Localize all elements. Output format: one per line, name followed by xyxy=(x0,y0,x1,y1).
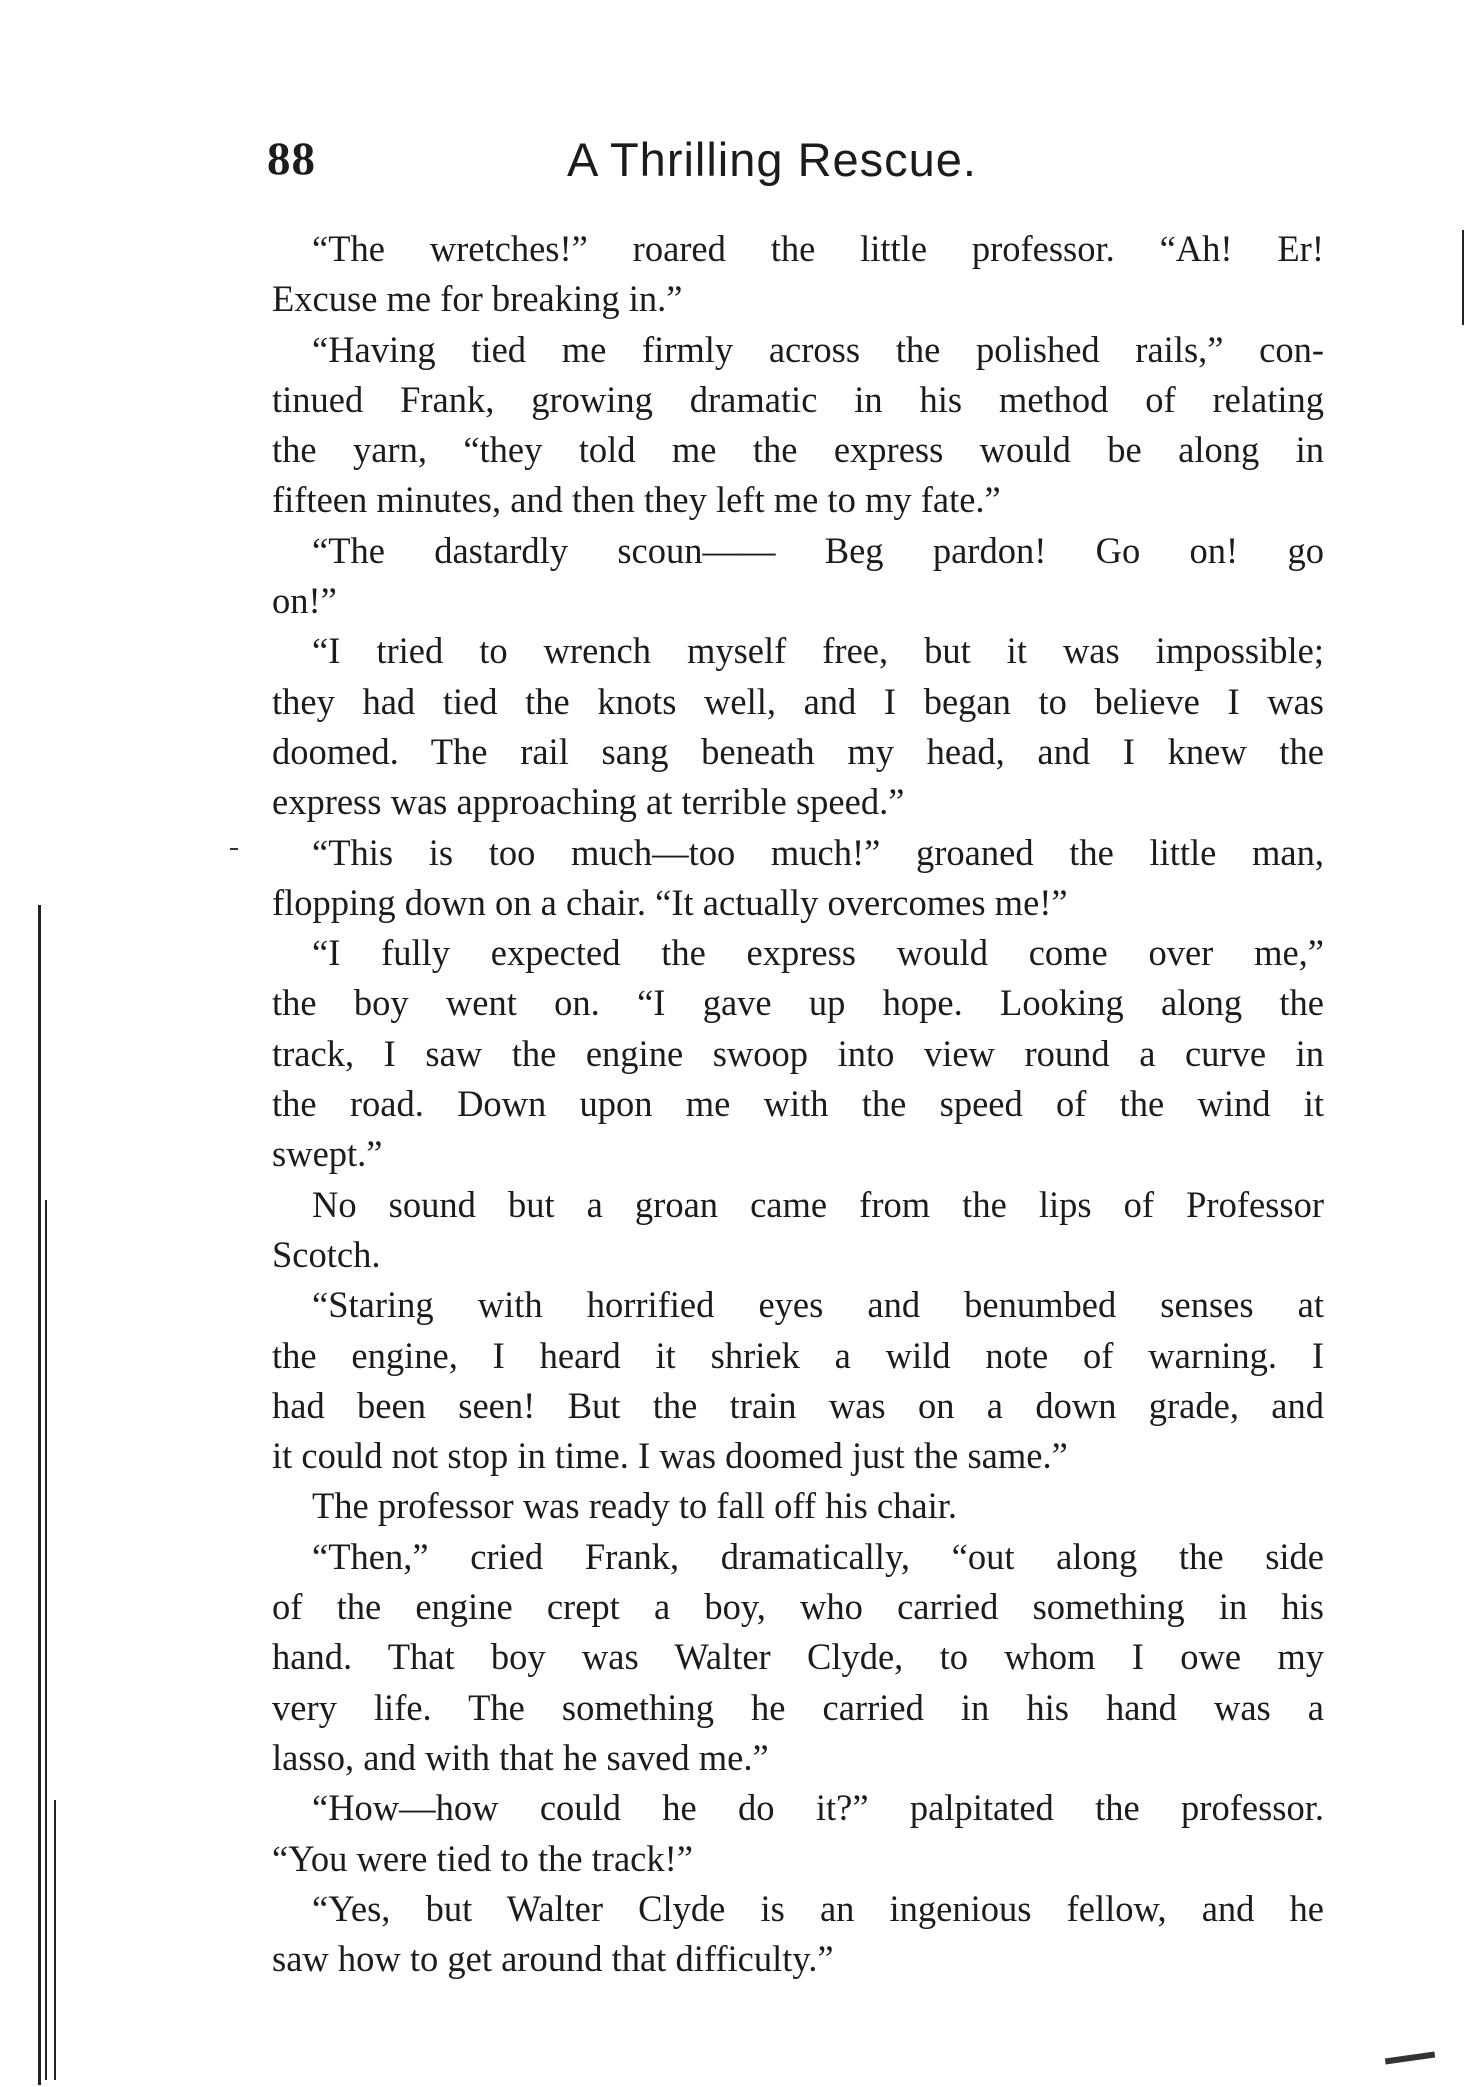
paragraph xyxy=(272,1280,1324,1481)
text-line: “The wretches!” roared the little professor. “Ah! Er! xyxy=(312,228,1324,269)
paragraph xyxy=(272,1481,1324,1531)
text-line: tinued Frank, growing dramatic in his method of relating xyxy=(272,378,1324,420)
scan-edge-line-left-3 xyxy=(54,1800,56,2080)
text-line: flopping down on a chair. “It actually overcomes me!” xyxy=(272,881,1068,923)
text-line: “Having tied me firmly across the polished rails,” con- xyxy=(312,328,1324,370)
paragraph xyxy=(272,828,1324,929)
paragraph xyxy=(272,325,1324,526)
paragraph xyxy=(272,1783,1324,1884)
text-line: it could not stop in time. I was doomed just the same.” xyxy=(272,1435,1068,1477)
text-line: Excuse me for breaking in.” xyxy=(272,278,683,320)
text-line: “Staring with horrified eyes and benumbed senses at xyxy=(312,1284,1324,1326)
text-line: “This is too much—too much!” groaned the little man, xyxy=(312,831,1324,873)
paragraph xyxy=(272,626,1324,827)
text-line: very life. The something he carried in his hand was a xyxy=(272,1686,1324,1728)
text-line: saw how to get around that difficulty.” xyxy=(272,1938,834,1980)
text-line: “Yes, but Walter Clyde is an ingenious fellow, and he xyxy=(312,1887,1324,1929)
text-line: the yarn, “they told me the express would be along in xyxy=(272,429,1324,471)
text-line: The professor was ready to fall off his chair. xyxy=(312,1485,957,1527)
paragraph xyxy=(272,1532,1324,1783)
text-line: on!” xyxy=(272,580,337,622)
text-line: Scotch. xyxy=(272,1233,381,1275)
text-line: swept.” xyxy=(272,1133,383,1175)
text-line: hand. That boy was Walter Clyde, to whom I owe my xyxy=(272,1636,1324,1678)
text-line: had been seen! But the train was on a down grade, and xyxy=(272,1384,1324,1426)
running-title: A Thrilling Rescue. xyxy=(567,133,977,186)
text-line: “The dastardly scoun—— Beg pardon! Go on! go xyxy=(312,529,1324,571)
paragraph xyxy=(272,224,1324,325)
paragraph xyxy=(272,526,1324,627)
text-line: No sound but a groan came from the lips of Professor xyxy=(312,1183,1324,1225)
text-line: express was approaching at terrible speed.” xyxy=(272,781,905,823)
text-line: “You were tied to the track!” xyxy=(272,1837,693,1879)
text-line: “Then,” cried Frank, dramatically, “out along the side xyxy=(312,1535,1324,1577)
text-line: fifteen minutes, and then they left me to my fate.” xyxy=(272,479,1001,521)
paragraph xyxy=(272,1884,1324,1985)
margin-mark xyxy=(230,848,238,850)
text-line: track, I saw the engine swoop into view round a curve in xyxy=(272,1032,1324,1074)
text-line: the boy went on. “I gave up hope. Looking along the xyxy=(272,982,1324,1024)
scan-edge-line-left xyxy=(38,905,41,2085)
paragraph xyxy=(272,928,1324,1179)
text-line: lasso, and with that he saved me.” xyxy=(272,1736,769,1778)
text-line: the engine, I heard it shriek a wild note of warning. I xyxy=(272,1334,1324,1376)
text-line: doomed. The rail sang beneath my head, and I knew the xyxy=(272,730,1324,772)
text-line: the road. Down upon me with the speed of the wind it xyxy=(272,1083,1324,1125)
text-line: they had tied the knots well, and I began to believe I was xyxy=(272,680,1324,722)
paragraph xyxy=(272,1180,1324,1281)
text-line: “I fully expected the express would come over me,” xyxy=(312,932,1324,974)
text-line: of the engine crept a boy, who carried something in his xyxy=(272,1586,1324,1628)
text-line: “How—how could he do it?” palpitated the professor. xyxy=(312,1787,1324,1829)
page-number: 88 xyxy=(267,133,316,185)
corner-mark xyxy=(1385,2052,1435,2065)
page-header xyxy=(267,132,1322,192)
text-line: “I tried to wrench myself free, but it was impossible; xyxy=(312,630,1324,672)
scan-edge-line-left-2 xyxy=(45,1200,47,2080)
body-text xyxy=(272,224,1324,1984)
scan-edge-line-right xyxy=(1462,230,1464,325)
